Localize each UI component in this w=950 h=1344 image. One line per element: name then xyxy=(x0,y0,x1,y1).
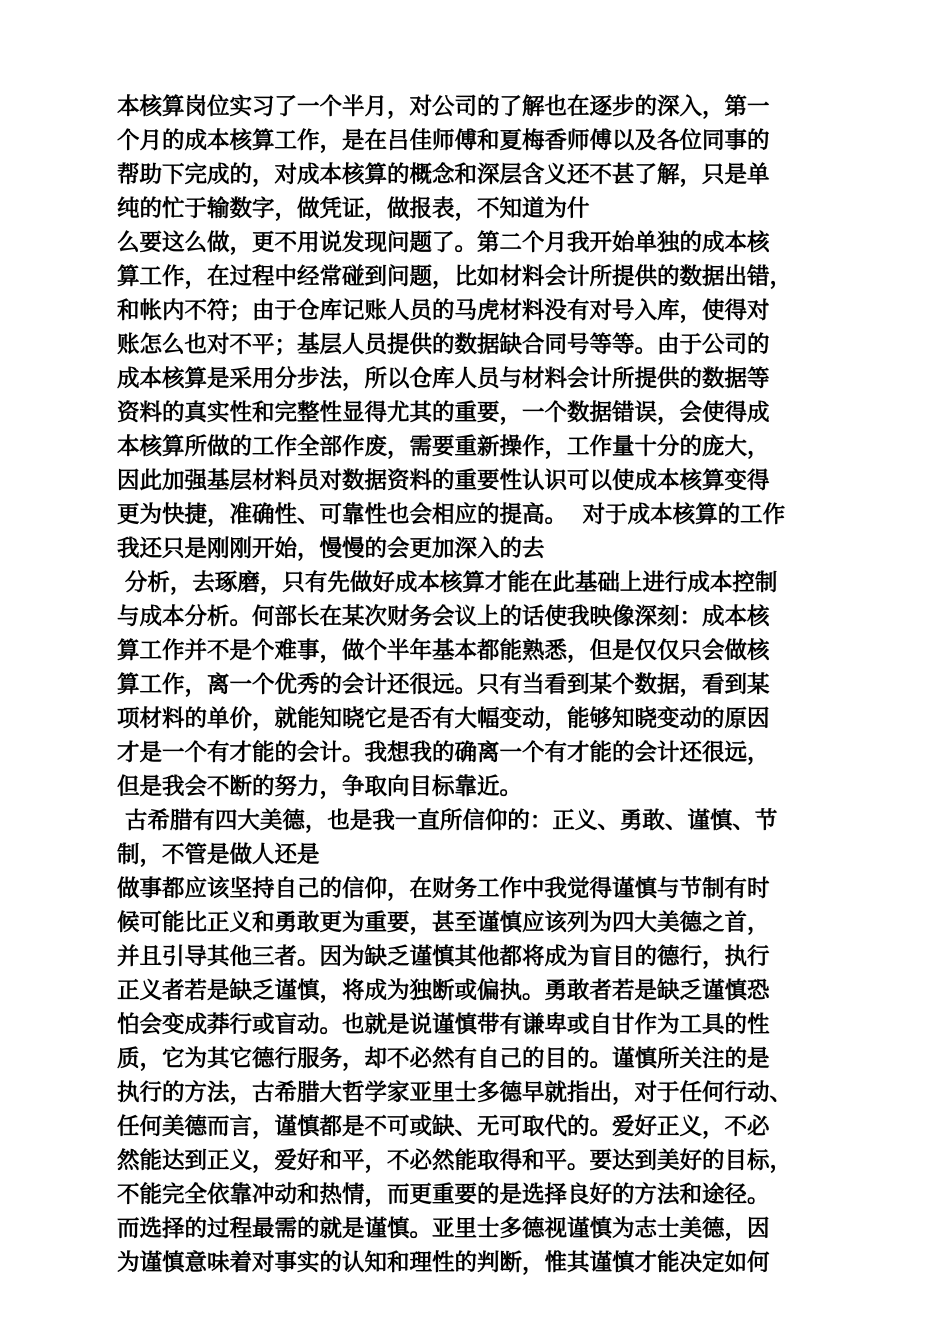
text-line: 成本核算是采用分步法，所以仓库人员与材料会计所提供的数据等 xyxy=(117,366,770,392)
text-line: 才是一个有才能的会计。我想我的确离一个有才能的会计还很远， xyxy=(117,740,770,766)
text-line: 做事都应该坚持自己的信仰，在财务工作中我觉得谨慎与节制有时 xyxy=(117,876,770,902)
text-line: 正义者若是缺乏谨慎，将成为独断或偏执。勇敢者若是缺乏谨慎恐 xyxy=(117,978,770,1004)
text-line: 候可能比正义和勇敢更为重要，甚至谨慎应该列为四大美德之首， xyxy=(117,910,770,936)
text-line: 任何美德而言，谨慎都是不可或缺、无可取代的。爱好正义，不必 xyxy=(117,1114,770,1140)
text-line: 而选择的过程最需的就是谨慎。亚里士多德视谨慎为志士美德，因 xyxy=(117,1216,770,1242)
text-line: 算工作并不是个难事，做个半年基本都能熟悉，但是仅仅只会做核 xyxy=(117,638,770,664)
text-line: 算工作，离一个优秀的会计还很远。只有当看到某个数据，看到某 xyxy=(117,672,770,698)
text-line: 执行的方法，古希腊大哲学家亚里士多德早就指出，对于任何行动、 xyxy=(117,1080,793,1106)
text-line: 和帐内不符；由于仓库记账人员的马虎材料没有对号入库，使得对 xyxy=(117,298,770,324)
text-line: 质，它为其它德行服务，却不必然有自己的目的。谨慎所关注的是 xyxy=(117,1046,770,1072)
text-line: 纯的忙于输数字，做凭证，做报表，不知道为什 xyxy=(117,196,590,222)
text-line: 本核算岗位实习了一个半月，对公司的了解也在逐步的深入，第一 xyxy=(117,94,770,120)
text-line: 么要这么做，更不用说发现问题了。第二个月我开始单独的成本核 xyxy=(117,230,770,256)
text-line: 不能完全依靠冲动和热情，而更重要的是选择良好的方法和途径。 xyxy=(117,1182,770,1208)
body-text xyxy=(117,90,837,1280)
text-line: 算工作，在过程中经常碰到问题，比如材料会计所提供的数据出错， xyxy=(117,264,793,290)
text-line: 但是我会不断的努力，争取向目标靠近。 xyxy=(117,774,523,800)
text-line: 然能达到正义，爱好和平，不必然能取得和平。要达到美好的目标， xyxy=(117,1148,793,1174)
text-line: 古希腊有四大美德，也是我一直所信仰的：正义、勇敢、谨慎、节 xyxy=(117,808,778,834)
text-line: 因此加强基层材料员对数据资料的重要性认识可以使成本核算变得 xyxy=(117,468,770,494)
text-line: 我还只是刚刚开始，慢慢的会更加深入的去 xyxy=(117,536,545,562)
text-line: 帮助下完成的，对成本核算的概念和深层含义还不甚了解，只是单 xyxy=(117,162,770,188)
text-line: 本核算所做的工作全部作废，需要重新操作，工作量十分的庞大， xyxy=(117,434,770,460)
text-line: 怕会变成莽行或盲动。也就是说谨慎带有谦卑或自甘作为工具的性 xyxy=(117,1012,770,1038)
text-line: 项材料的单价，就能知晓它是否有大幅变动，能够知晓变动的原因 xyxy=(117,706,770,732)
text-line: 更为快捷，准确性、可靠性也会相应的提高。 对于成本核算的工作 xyxy=(117,502,786,528)
text-line: 并且引导其他三者。因为缺乏谨慎其他都将成为盲目的德行，执行 xyxy=(117,944,770,970)
text-line: 制，不管是做人还是 xyxy=(117,842,320,868)
text-line: 资料的真实性和完整性显得尤其的重要，一个数据错误，会使得成 xyxy=(117,400,770,426)
text-line: 为谨慎意味着对事实的认知和理性的判断，惟其谨慎才能决定如何 xyxy=(117,1250,770,1276)
text-line: 个月的成本核算工作，是在吕佳师傅和夏梅香师傅以及各位同事的 xyxy=(117,128,770,154)
text-line: 分析，去琢磨，只有先做好成本核算才能在此基础上进行成本控制 xyxy=(117,570,778,596)
text-line: 与成本分析。何部长在某次财务会议上的话使我映像深刻：成本核 xyxy=(117,604,770,630)
text-line: 账怎么也对不平；基层人员提供的数据缺合同号等等。由于公司的 xyxy=(117,332,770,358)
